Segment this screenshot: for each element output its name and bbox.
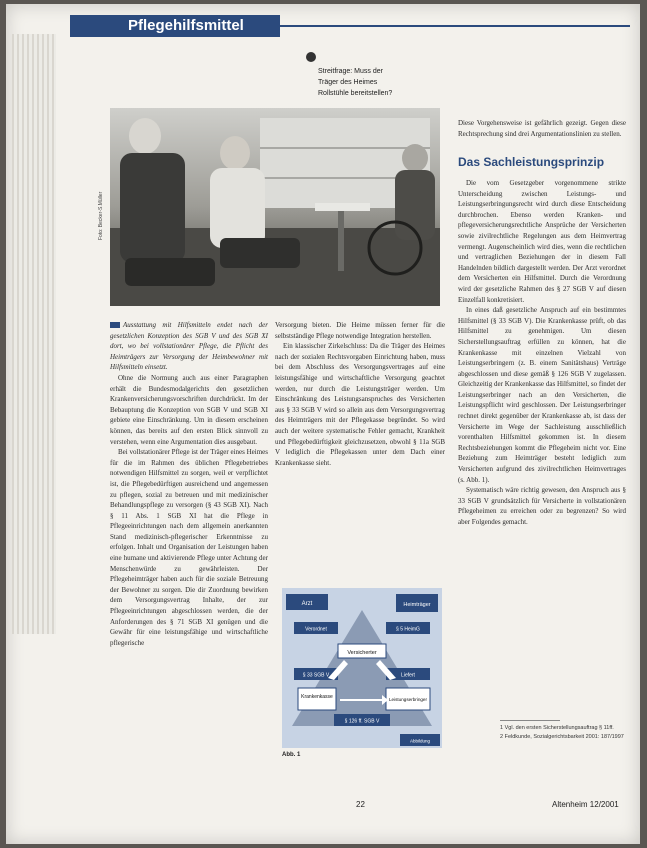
publication-source: Altenheim 12/2001 <box>552 800 619 809</box>
paragraph: Bei vollstationärer Pflege ist der Träger eines Heimes für die im Rahmen des üblichen Pflegebetriebes notwendigen Hilfsmittel zu sorgen, weil er verpflichtet ist, die Pflegebedürftigen ausreichend und angemessen zu pflegen, sozial zu betreuen und mit medizinischer Behandlungspflege zu versorgen (§ 43 SGB XI). Nach § 11 Abs. 1 SGB XI hat die Pflege in Pflegeeinrichtungen nach dem allgemein anerkannten Stand medizinisch-pflegerischer Erkenntnisse zu erfolgen. Inhalt und Organisation der Leistungen haben eine humane und aktivierende Pflege unter Achtung der Menschenwürde zu gewährleisten. Der Pflegeheimträger haben auch für die soziale Betreuung der Bewohner zu sorgen. Die dir Zuordnung bewirken dem Versorgungsvertrag Inhalte, der zur Pflegeeinrichtungen abgeschlossen werden, die der Anforderungen des § 71 SGB XI genügen und die Gewähr für eine leistungsfähige und wirtschaftliche pflegerische <box>110 448 268 647</box>
pullquote-bullet-icon <box>306 52 316 62</box>
relationship-diagram <box>282 588 442 748</box>
edge-liefert-label: Liefert <box>401 672 415 679</box>
node-versicherter-label: Versicherter <box>347 650 377 656</box>
photo-caption: Ausstattung mit Hilfsmitteln endet nach der gesetzlichen Konzeption des SGB V und des SGB XI dort, wo bei vollstationärer Pflege, die Pflicht des Heimträgers zur Versorgung der Heimbewohner mit Hilfsmitteln einsetzt. <box>110 321 268 372</box>
node-krankenkasse-label: Krankenkasse <box>301 694 333 700</box>
paragraph: Die vom Gesetzgeber vorgenommene strikte Unterscheidung zwischen Leistungs- und Leistungserbringungsrecht wird durch diese Entscheidung durchbrochen. Ebenso werden Kranken- und pflegeversicherungsrechtliche Ansprüche der Versicherten sowie zivilrechtliche Regelungen aus dem Heimvertrag vermengt. Augenscheinlich wird dies, wenn die rechtlichen und vertraglichen Beziehungen der in diesem Fall Handelnden bildlich dargestellt werden. Der Arzt verordnet dem Versicherten ein Hilfsmittel. Durch die Verordnung wird der gesetzliche Rahmen des § 27 SGB V auf diesen Einzelfall konkretisiert. <box>458 179 626 304</box>
pullquote <box>318 66 478 99</box>
text-column-3 <box>458 118 626 139</box>
pullquote-line: Rollstühle bereitstellen? <box>318 90 393 97</box>
pullquote-line: Träger des Heimes <box>318 79 378 86</box>
paragraph: Ohne die Normung auch aus einer Paragraphen erhält die Bundesmodalgerichts den gesetzlichen Krankenversicherungsvorschriften durchdrückt. Im der Bebauptung die Konzeption von SGB V und SGB XI gebiete eine Einschränkung. Um in diesem erscheinen können, das bereits auf den ersten Blick sinnvoll zu verstehen, wenn eine Argumentation dies ausgebaut. <box>110 373 268 446</box>
edge-sgbv-label: § 33 SGB V <box>302 672 330 679</box>
photo-image <box>110 108 440 306</box>
diagram-caption: Abb. 1 <box>282 752 301 758</box>
section-heading: Das Sachleistungsprinzip <box>458 155 605 169</box>
nursing-home-photo <box>110 108 440 306</box>
section-title: Pflegehilfsmittel <box>128 17 244 34</box>
node-leistungserbringer-label: Leistungserbringer <box>388 697 428 702</box>
footnote: 2 Feldkunde, Sozialgerichtsbarkeit 2001: 187/1997 <box>500 734 624 740</box>
footnotes <box>500 720 630 742</box>
pullquote-line: Streitfrage: Muss der <box>318 68 383 75</box>
page-stack-edge <box>12 34 56 634</box>
text-column-1 <box>110 320 268 648</box>
paragraph: Systematisch wäre richtig gewesen, den Anspruch aus § 33 SGB V grundsätzlich für Versicherte in vollstationären Pflegeheimen zu erreichen oder zu begrenzen? So wird aber Folgendes gemacht. <box>458 486 626 526</box>
edge-126-label: § 126 ff. SGB V <box>344 718 380 725</box>
caption-arrow-icon <box>110 322 120 328</box>
paragraph: Diese Vorgehensweise ist gefährlich gezeigt. Gegen diese Rechtsprechung sind drei Argumentationslinien zu stellen. <box>458 119 626 138</box>
edge-verordnet-label: Verordnet <box>305 626 327 633</box>
edge-heimg-label: § 5 HeimG <box>396 626 420 633</box>
paragraph: Versorgung bieten. Die Heime müssen ferner für die selbstständige Pflege notwendige Integration herstellen. <box>275 321 445 340</box>
header-rule <box>280 25 630 27</box>
paragraph: Ein klassischer Zirkelschluss: Da die Träger des Heimes nach der sozialen Rechtsvorgaben Einrichtung haben, muss bei dem Abschluss des Versorgungsvertrages auf eine leistungsfähige und wirtschaftliche Versorgung geachtet werden, nur durch die Leistungsträger werden. Um Einschränkung des Leistungsanspruches des Versicherten aus § 33 SGB V wird so allein aus dem Versorgungsvertrag des Heimträgers mit der Pflegekasse begründet. So wird auch der weitere systematische Fehler gemacht, Krankheit und Pflegebedürftigkeit gleichzusetzen, obwohl § 11a SGB V lediglich die Pflegekassen unter dem Dach einer Krankenkasse sieht. <box>275 342 445 467</box>
footnote-rule <box>500 720 560 721</box>
text-column-3-body <box>458 178 626 528</box>
corner-tag-label: Abbildung <box>409 738 431 744</box>
photo-credit: Foto: Becker-S.Müller <box>98 191 104 240</box>
footnote: 1 Vgl. den ersten Sicherstellungsauftrag § 11ff. <box>500 725 614 731</box>
paragraph: In eines daß gesetzliche Anspruch auf ein bestimmtes Hilfsmittel (§ 33 SGB V). Die Krankenkasse prüft, ob das Hilfsmittel zu genehmigen. Um diesen Sicherstellungsauftrag erfüllen zu können, hat die Krankenkasse mit einzelnen Vielzahl von Leistungserbringern (z. B. einem Sanitätshaus) Verträge abgeschlossen und diese gemäß § 126 SGB V zugelassen. Gleichzeitig der Krankenkasse das Hilfsmittel, so findet der Leistungserbringer nach an den Versicherten, die Leistungspflicht wird geschlossen. Der Leistungserbringer rechnet direkt gegenüber der Krankenkasse ab, ist dass der Versicherte im Wege der Sachleistung ausschließlich vorenthalten Hilfsmittel gekommen ist. In diesem Rechtsbeziehungen kommt die Pflegeheim nicht vor. Eine Beziehung zum Heimträger besteht lediglich zum Versicherten aufgrund des zivilrechtlichen Heimvertrages (s. Abb. 1). <box>458 306 626 484</box>
node-heimtraeger-label: Heimträger <box>403 602 431 608</box>
page-number: 22 <box>356 800 365 809</box>
node-arzt-label: Arzt <box>301 601 313 607</box>
text-column-2 <box>275 320 445 468</box>
